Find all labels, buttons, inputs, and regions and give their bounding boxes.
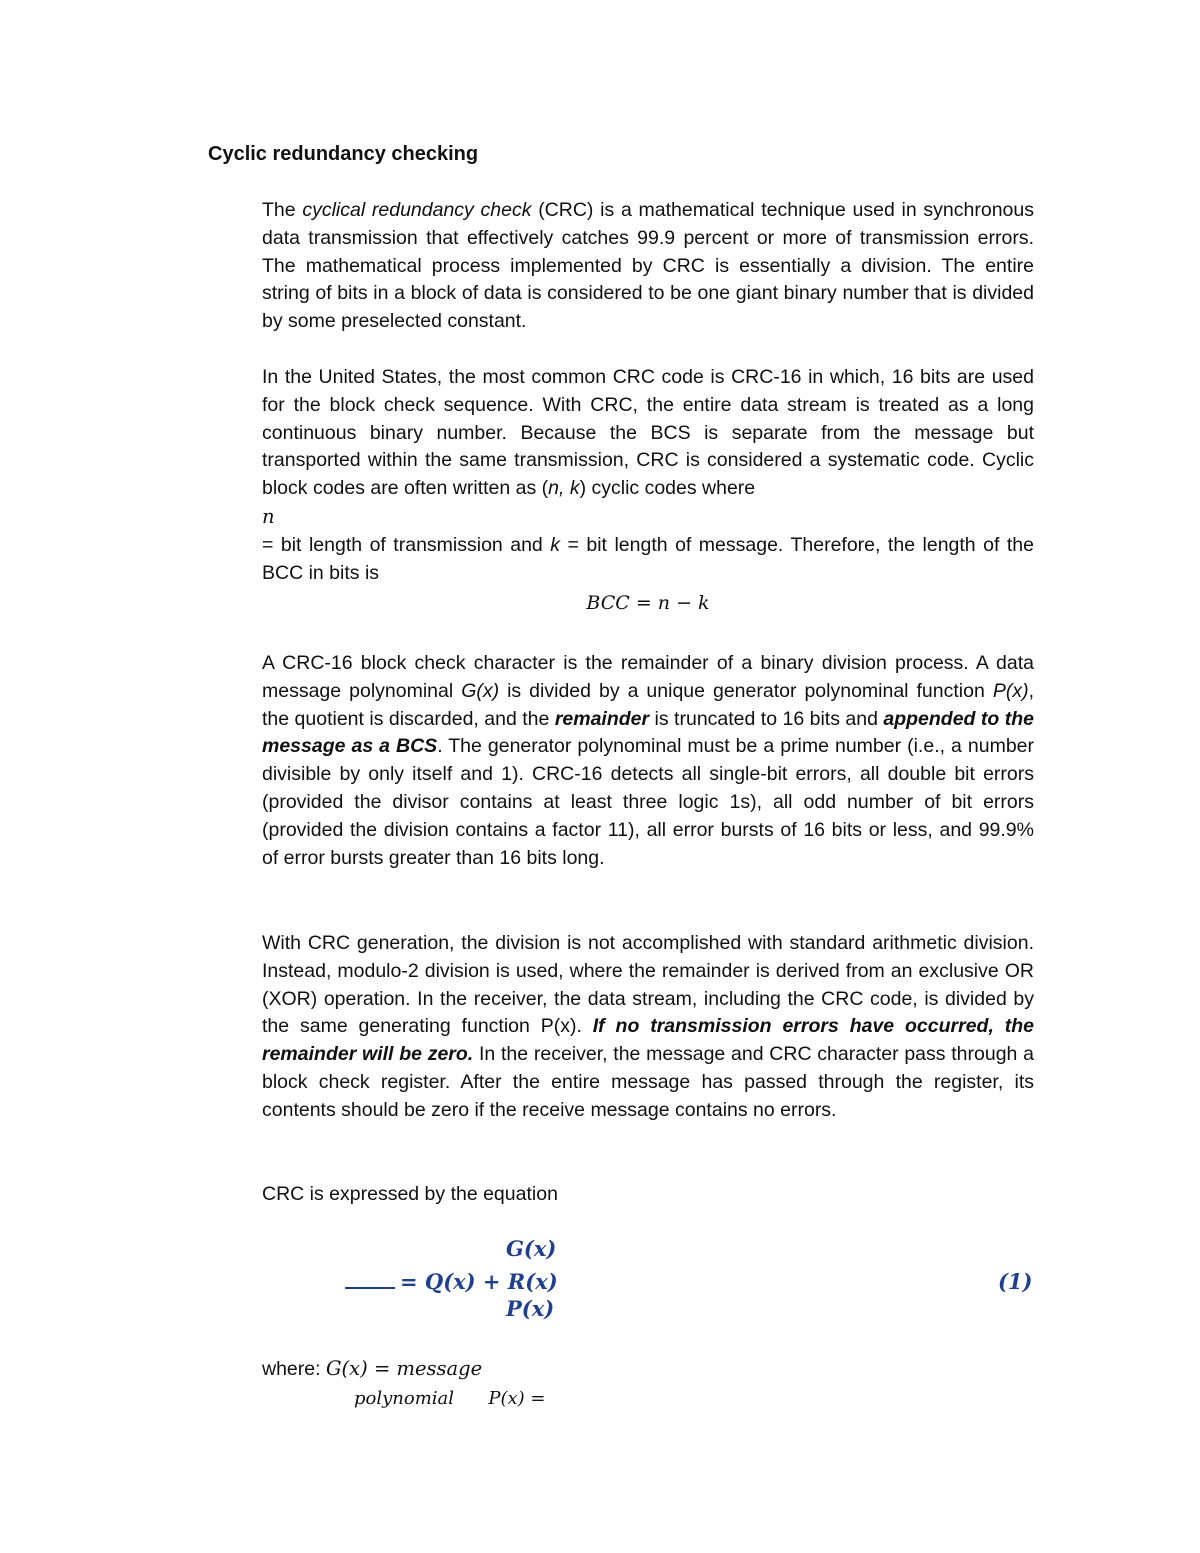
equation-denominator: P(x) [506,1296,555,1321]
appended-term: appended to the message as a BCS [262,707,1034,758]
equation-bcc: BCC = n − k [586,592,710,614]
where-continuation: polynomial P(x) = [354,1388,546,1409]
fraction-line [345,1287,395,1289]
paragraph-generation: With CRC generation, the division is not accomplished with standard arithmetic division. Instead, modulo-2 division is used, where the remainder is derived from an exclusive OR (XOR) operation. In the receiver, the data stream, including the CRC code, is divided by the same generating function P(x). If no transmission errors have occurred, the remainder will be zero. In the receiver, the message and CRC character pass through a block check register. After the entire message has passed through the register, its contents should be zero if the receive message contains no errors. [262,932,1034,1121]
paragraph-intro: The cyclical redundancy check (CRC) is a mathematical technique used in synchronous data transmission that effectively catches 99.9 percent or more of transmission errors. The mathematical process implemented by CRC is essentially a division. The entire string of bits in a block of data is considered to be one giant binary number that is divided by some preselected constant. [262,199,1034,333]
zero-remainder-statement: If no transmission errors have occurred, the remainder will be zero. [262,1015,1034,1066]
section-heading: Cyclic redundancy checking [208,143,479,165]
paragraph-block-check: A CRC-16 block check character is the remainder of a binary division process. A data message polynominal G(x) is divided by a unique generator polynominal function P(x), the quotient is discarded, and the remainder is truncated to 16 bits and appended to the message as a BCS. The generator polynominal must be a prime number (i.e., a number divisible by only itself and 1). CRC-16 detects all single-bit errors, all double bit errors (provided the divisor contains at least three logic 1s), all odd number of bit errors (provided the division contains a factor 11), all error bursts of 16 bits or less, and 99.9% of error bursts greater than 16 bits long. [262,652,1034,869]
where-clause: where: G(x) = message [262,1357,483,1380]
paragraph-crc16: In the United States, the most common CRC code is CRC-16 in which, 16 bits are used for the block check sequence. With CRC, the entire data stream is treated as a long continuous binary number. Because the BCS is separate from the message but transported within the same transmission, CRC is considered a systematic code. Cyclic block codes are often written as (n, k) cyclic codes where n = bit length of transmission and k = bit length of message. Therefore, the length of the BCC in bits is [262,366,1034,584]
remainder-term: remainder [554,707,650,730]
paragraph-expression: CRC is expressed by the equation [262,1183,558,1205]
equation-middle: = Q(x) + R(x) [400,1269,558,1294]
equation-number: (1) [998,1269,1033,1294]
crc-term: cyclical redundancy check [302,199,532,221]
equation-numerator: G(x) [506,1236,557,1261]
